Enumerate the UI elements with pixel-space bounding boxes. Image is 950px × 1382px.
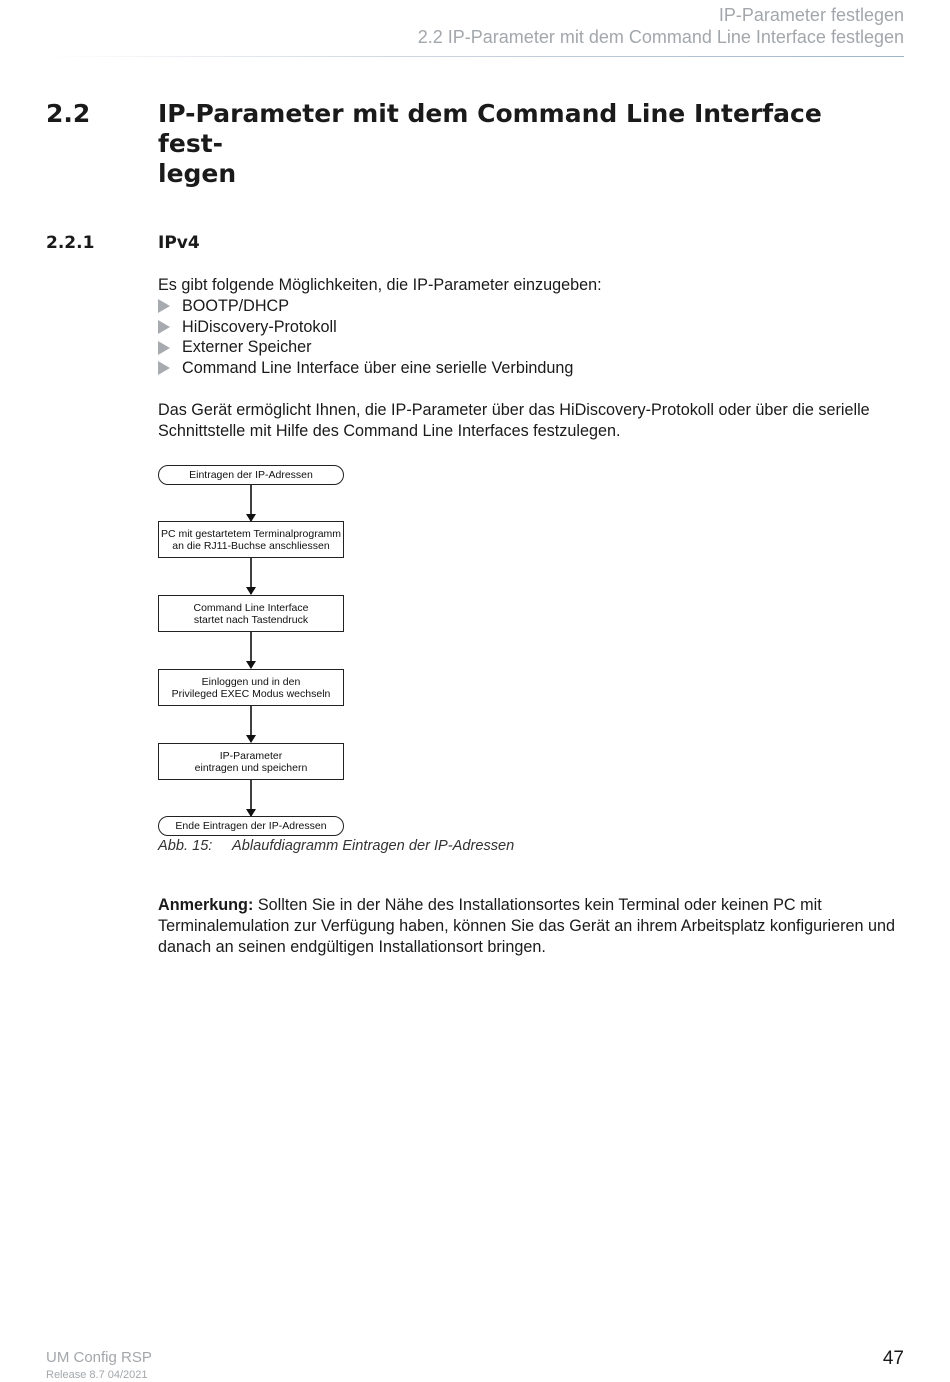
header-rule <box>46 56 904 57</box>
footer-document-name: UM Config RSP <box>46 1349 152 1366</box>
flow-step-line: IP-Parameter <box>219 749 283 762</box>
flow-step-line: Privileged EXEC Modus wechseln <box>171 687 331 700</box>
section-title <box>158 99 878 189</box>
list-item <box>158 296 573 317</box>
list-item-text: HiDiscovery-Protokoll <box>182 317 337 336</box>
triangle-bullet-icon <box>158 299 170 313</box>
flow-step-node <box>158 669 344 706</box>
flow-step-node <box>158 743 344 780</box>
flow-step-line: PC mit gestartetem Terminalprogramm <box>160 527 342 540</box>
subsection-title: IPv4 <box>158 233 200 253</box>
note-paragraph <box>158 895 906 958</box>
flow-start-node: Eintragen der IP-Adressen <box>158 465 344 485</box>
list-item-text: Externer Speicher <box>182 338 312 357</box>
list-item <box>158 337 573 358</box>
list-item <box>158 358 573 379</box>
figure-caption <box>158 838 514 854</box>
figure-label: Abb. 15: <box>158 838 213 854</box>
page-number: 47 <box>882 1348 904 1369</box>
list-item-text: BOOTP/DHCP <box>182 297 290 315</box>
flow-step-line: startet nach Tastendruck <box>193 613 309 626</box>
flowchart-arrows <box>155 462 355 842</box>
list-item-text: Command Line Interface über eine serielle Verbindung <box>182 359 574 378</box>
note-label: Anmerkung: <box>158 896 254 914</box>
triangle-bullet-icon <box>158 361 170 375</box>
subsection-number: 2.2.1 <box>46 233 95 253</box>
flow-end-node: Ende Eintragen der IP-Adressen <box>158 816 344 836</box>
section-title-text: IP-Parameter mit dem Command Line Interface fest- legen <box>158 99 822 188</box>
list-item <box>158 317 573 338</box>
intro-text: Es gibt folgende Möglichkeiten, die IP-Parameter einzugeben: <box>158 276 602 294</box>
running-header-section: 2.2 IP-Parameter mit dem Command Line Interface festlegen <box>417 27 904 47</box>
flow-step-line: an die RJ11-Buchse anschliessen <box>172 539 330 552</box>
flow-step-node <box>158 595 344 632</box>
options-list <box>158 296 573 379</box>
triangle-bullet-icon <box>158 341 170 355</box>
flow-step-line: Einloggen und in den <box>201 675 301 688</box>
body-paragraph: Das Gerät ermöglicht Ihnen, die IP-Parameter über das HiDiscovery-Protokoll oder über die serielle Schnittstelle mit Hilfe des Command Line Interfaces festzulegen. <box>158 401 870 440</box>
note-text: Sollten Sie in der Nähe des Installationsortes kein Terminal oder keinen PC mit Terminalemulation zur Verfügung haben, können Sie das Gerät an ihrem Arbeitsplatz konfigurieren und danach an seinen endgültigen Installationsort bringen. <box>158 896 895 956</box>
figure-caption-text: Ablaufdiagramm Eintragen der IP-Adressen <box>232 838 515 854</box>
flow-step-line: Command Line Interface <box>193 601 309 614</box>
triangle-bullet-icon <box>158 320 170 334</box>
footer-release: Release 8.7 04/2021 <box>46 1369 148 1381</box>
running-header-chapter: IP-Parameter festlegen <box>718 5 904 25</box>
flow-step-line: eintragen und speichern <box>194 761 308 774</box>
section-number: 2.2 <box>46 99 91 128</box>
flow-step-node <box>158 521 344 558</box>
